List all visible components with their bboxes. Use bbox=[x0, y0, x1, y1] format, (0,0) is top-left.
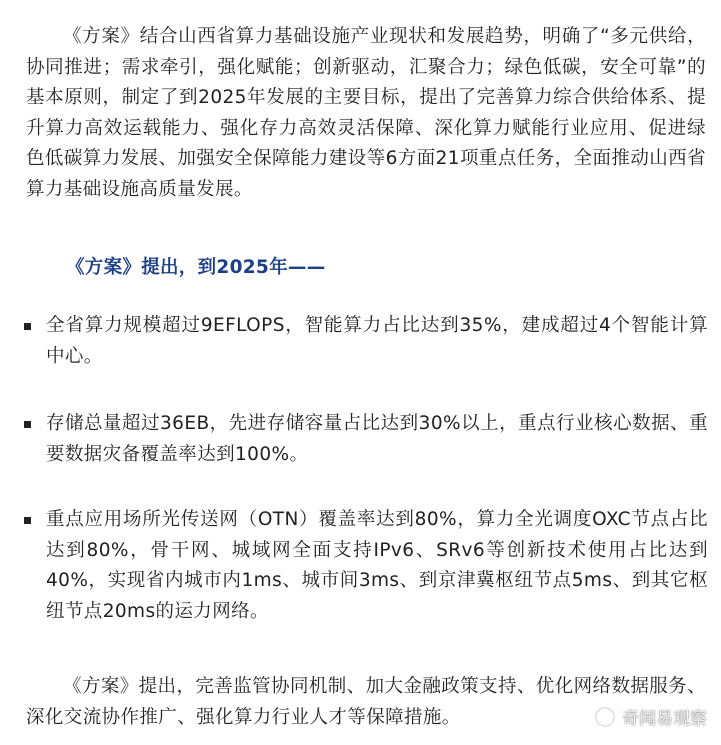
goal-text: 存储总量超过36EB，先进存储容量占比达到30%以上，重点行业核心数据、重要数据灾备覆盖率达到100%。 bbox=[46, 413, 708, 465]
closing-paragraph: 《方案》提出，完善监管协同机制、加大金融政策支持、优化网络数据服务、深化交流协作推广、强化算力行业人才等保障措施。 bbox=[26, 676, 706, 728]
list-item bbox=[24, 311, 708, 372]
list-item bbox=[24, 409, 708, 470]
bullet-square-icon bbox=[24, 517, 31, 524]
bullet-square-icon bbox=[24, 421, 31, 428]
intro-paragraph: 《方案》结合山西省算力基础设施产业现状和发展趋势，明确了“多元供给，协同推进；需求牵引，强化赋能；创新驱动，汇聚合力；绿色低碳，安全可靠”的基本原则，制定了到2025年发展的主要目标，提出了完善算力综合供给体系、提升算力高效运载能力、强化存力高效灵活保障、深化算力赋能行业应用、促进绿色低碳算力发展、加强安全保障能力建设等6方面21项重点任务，全面推动山西省算力基础设施高质量发展。 bbox=[26, 26, 706, 200]
bullet-square-icon bbox=[24, 323, 31, 330]
goal-text: 重点应用场所光传送网（OTN）覆盖率达到80%，算力全光调度OXC节点占比达到80%，骨干网、城域网全面支持IPv6、SRv6等创新技术使用占比达到40%，实现省内城市内1ms、城市间3ms、到京津冀枢纽节点5ms、到其它枢纽节点20ms的运力网络。 bbox=[46, 509, 708, 622]
list-item bbox=[24, 505, 708, 627]
camera-logo-icon bbox=[594, 706, 616, 728]
goals-subheading: 《方案》提出，到2025年—— bbox=[66, 257, 326, 278]
goal-text: 全省算力规模超过9EFLOPS，智能算力占比达到35%，建成超过4个智能计算中心。 bbox=[46, 315, 708, 367]
watermark-text: 奇闻易观察 bbox=[622, 709, 707, 729]
watermark bbox=[594, 704, 707, 729]
